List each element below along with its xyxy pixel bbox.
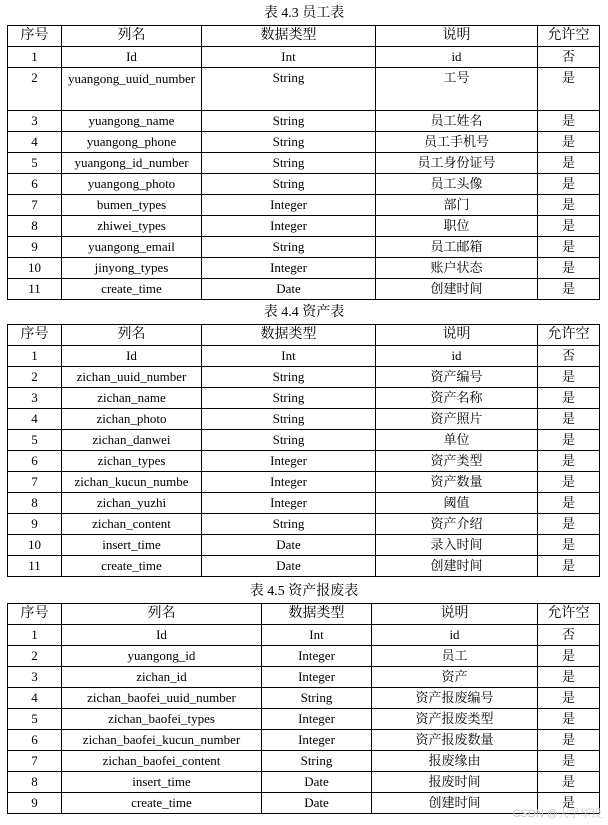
table-cell: 员工身份证号 <box>376 153 538 174</box>
header-cell: 列名 <box>62 325 202 346</box>
table-cell: Integer <box>202 258 376 279</box>
table-cell: 是 <box>538 367 600 388</box>
table-cell: zichan_baofei_kucun_number <box>62 730 262 751</box>
table-cell: Date <box>202 535 376 556</box>
table-row <box>8 751 600 772</box>
table-cell: Integer <box>202 493 376 514</box>
table-cell: 报废时间 <box>372 772 538 793</box>
table-cell: Integer <box>202 195 376 216</box>
table-row <box>8 132 600 153</box>
table-cell: 7 <box>8 472 62 493</box>
table-row <box>8 388 600 409</box>
table-cell: String <box>202 68 376 111</box>
table-cell: 5 <box>8 430 62 451</box>
table-cell: 资产类型 <box>376 451 538 472</box>
table-cell: yuangong_phone <box>62 132 202 153</box>
table-cell: 是 <box>538 688 600 709</box>
table-cell: Date <box>202 556 376 577</box>
table-cell: 3 <box>8 667 62 688</box>
table-cell: 员工 <box>372 646 538 667</box>
table-row <box>8 216 600 237</box>
table-cell: insert_time <box>62 535 202 556</box>
table-cell: 4 <box>8 688 62 709</box>
table-cell: 6 <box>8 730 62 751</box>
table-cell: Integer <box>262 646 372 667</box>
table-cell: zichan_yuzhi <box>62 493 202 514</box>
table-row <box>8 514 600 535</box>
table-cell: 5 <box>8 153 62 174</box>
table-row <box>8 625 600 646</box>
table-cell: create_time <box>62 279 202 300</box>
table-cell: String <box>202 237 376 258</box>
table-cell: 是 <box>538 237 600 258</box>
header-cell: 数据类型 <box>202 325 376 346</box>
table-cell: 是 <box>538 279 600 300</box>
table-row <box>8 279 600 300</box>
table-row <box>8 47 600 68</box>
table-cell: zichan_types <box>62 451 202 472</box>
table-cell: 工号 <box>376 68 538 111</box>
header-cell: 数据类型 <box>262 604 372 625</box>
table-caption-asset: 表 4.4 资产表 <box>263 305 345 320</box>
table-cell: zichan_danwei <box>62 430 202 451</box>
table-cell: zichan_content <box>62 514 202 535</box>
table-cell: Integer <box>262 709 372 730</box>
table-cell: 是 <box>538 111 600 132</box>
table-row <box>8 237 600 258</box>
header-cell: 说明 <box>376 325 538 346</box>
table-cell: Integer <box>202 451 376 472</box>
table-row <box>8 730 600 751</box>
table-row <box>8 153 600 174</box>
table-cell: 8 <box>8 772 62 793</box>
table-cell: zichan_uuid_number <box>62 367 202 388</box>
table-cell: zichan_id <box>62 667 262 688</box>
table-cell: 是 <box>538 709 600 730</box>
table-cell: 是 <box>538 174 600 195</box>
table-cell: 是 <box>538 793 600 814</box>
table-cell: 9 <box>8 514 62 535</box>
table-cell: 否 <box>538 346 600 367</box>
watermark: CSDN @大学毕设 <box>512 808 602 820</box>
table-cell: 创建时间 <box>372 793 538 814</box>
header-cell: 允许空 <box>538 325 600 346</box>
table-cell: 是 <box>538 388 600 409</box>
table-header-row <box>8 26 600 47</box>
table-cell: zichan_baofei_types <box>62 709 262 730</box>
table-row <box>8 667 600 688</box>
header-cell: 序号 <box>8 325 62 346</box>
employee-table <box>7 25 600 300</box>
table-cell: 8 <box>8 493 62 514</box>
table-cell: 1 <box>8 47 62 68</box>
table-cell: 否 <box>538 47 600 68</box>
table-header-row <box>8 325 600 346</box>
table-cell: 2 <box>8 646 62 667</box>
table-cell: 是 <box>538 153 600 174</box>
table-row <box>8 451 600 472</box>
table-cell: insert_time <box>62 772 262 793</box>
table-row <box>8 409 600 430</box>
table-cell: String <box>262 688 372 709</box>
table-cell: zichan_kucun_numbe <box>62 472 202 493</box>
table-cell: Int <box>262 625 372 646</box>
table-cell: yuangong_email <box>62 237 202 258</box>
table-cell: String <box>202 153 376 174</box>
table-cell: 是 <box>538 772 600 793</box>
table-cell: 资产名称 <box>376 388 538 409</box>
table-cell: 资产照片 <box>376 409 538 430</box>
table-cell: 2 <box>8 68 62 111</box>
table-cell: 否 <box>538 625 600 646</box>
header-cell: 允许空 <box>538 604 600 625</box>
table-cell: yuangong_id <box>62 646 262 667</box>
table-row <box>8 472 600 493</box>
table-cell: yuangong_id_number <box>62 153 202 174</box>
table-cell: 1 <box>8 625 62 646</box>
table-cell: 是 <box>538 667 600 688</box>
table-cell: zichan_name <box>62 388 202 409</box>
table-cell: Date <box>262 793 372 814</box>
table-cell: 部门 <box>376 195 538 216</box>
table-cell: Date <box>262 772 372 793</box>
table-cell: 是 <box>538 430 600 451</box>
table-cell: 员工邮箱 <box>376 237 538 258</box>
table-cell: zichan_baofei_uuid_number <box>62 688 262 709</box>
table-row <box>8 556 600 577</box>
table-cell: zhiwei_types <box>62 216 202 237</box>
table-cell: Date <box>202 279 376 300</box>
table-cell: 录入时间 <box>376 535 538 556</box>
table-caption-asset-scrap: 表 4.5 资产报废表 <box>249 584 359 599</box>
table-row <box>8 535 600 556</box>
table-cell: 资产 <box>372 667 538 688</box>
asset-table <box>7 324 600 577</box>
table-cell: yuangong_photo <box>62 174 202 195</box>
table-cell: 单位 <box>376 430 538 451</box>
table-cell: String <box>202 430 376 451</box>
table-cell: 是 <box>538 451 600 472</box>
table-cell: Integer <box>202 472 376 493</box>
table-cell: id <box>376 47 538 68</box>
table-cell: 是 <box>538 730 600 751</box>
table-row <box>8 430 600 451</box>
table-row <box>8 646 600 667</box>
table-row <box>8 367 600 388</box>
table-cell: 是 <box>538 493 600 514</box>
table-cell: 资产介绍 <box>376 514 538 535</box>
table-cell: 10 <box>8 535 62 556</box>
table-cell: id <box>376 346 538 367</box>
table-cell: String <box>262 751 372 772</box>
table-cell: 是 <box>538 409 600 430</box>
table-cell: 7 <box>8 751 62 772</box>
table-cell: 3 <box>8 111 62 132</box>
table-cell: id <box>372 625 538 646</box>
table-caption-employee: 表 4.3 员工表 <box>263 6 345 21</box>
table-cell: String <box>202 132 376 153</box>
table-cell: 9 <box>8 237 62 258</box>
table-cell: 7 <box>8 195 62 216</box>
table-cell: 员工手机号 <box>376 132 538 153</box>
table-cell: Int <box>202 47 376 68</box>
table-cell: create_time <box>62 793 262 814</box>
table-row <box>8 68 600 111</box>
header-cell: 列名 <box>62 604 262 625</box>
table-cell: 是 <box>538 472 600 493</box>
asset-scrap-table <box>7 603 600 814</box>
table-cell: 资产报废编号 <box>372 688 538 709</box>
table-cell: zichan_photo <box>62 409 202 430</box>
table-row <box>8 346 600 367</box>
table-cell: String <box>202 367 376 388</box>
table-cell: bumen_types <box>62 195 202 216</box>
table-cell: 是 <box>538 556 600 577</box>
table-cell: 报废缘由 <box>372 751 538 772</box>
table-cell: create_time <box>62 556 202 577</box>
table-row <box>8 258 600 279</box>
table-row <box>8 195 600 216</box>
table-cell: Id <box>62 625 262 646</box>
table-row <box>8 688 600 709</box>
table-cell: 资产编号 <box>376 367 538 388</box>
table-cell: 资产报废类型 <box>372 709 538 730</box>
table-cell: 是 <box>538 751 600 772</box>
table-cell: 4 <box>8 409 62 430</box>
table-cell: 是 <box>538 258 600 279</box>
table-row <box>8 493 600 514</box>
table-cell: String <box>202 409 376 430</box>
table-cell: 2 <box>8 367 62 388</box>
table-cell: 账户状态 <box>376 258 538 279</box>
header-cell: 说明 <box>376 26 538 47</box>
table-row <box>8 709 600 730</box>
table-cell: 是 <box>538 132 600 153</box>
table-cell: 创建时间 <box>376 279 538 300</box>
header-cell: 序号 <box>8 26 62 47</box>
table-cell: 8 <box>8 216 62 237</box>
table-cell: 职位 <box>376 216 538 237</box>
header-cell: 数据类型 <box>202 26 376 47</box>
table-cell: 1 <box>8 346 62 367</box>
table-cell: String <box>202 388 376 409</box>
table-cell: 4 <box>8 132 62 153</box>
table-cell: 6 <box>8 174 62 195</box>
table-cell: zichan_baofei_content <box>62 751 262 772</box>
table-row <box>8 793 600 814</box>
header-cell: 说明 <box>372 604 538 625</box>
table-cell: 10 <box>8 258 62 279</box>
table-cell: String <box>202 514 376 535</box>
table-cell: 阈值 <box>376 493 538 514</box>
table-cell: String <box>202 174 376 195</box>
table-header-row <box>8 604 600 625</box>
table-row <box>8 111 600 132</box>
table-cell: Id <box>62 47 202 68</box>
header-cell: 允许空 <box>538 26 600 47</box>
table-cell: 是 <box>538 68 600 111</box>
table-cell: 11 <box>8 556 62 577</box>
table-cell: 员工姓名 <box>376 111 538 132</box>
table-cell: 是 <box>538 535 600 556</box>
table-cell: 11 <box>8 279 62 300</box>
table-cell: 是 <box>538 195 600 216</box>
table-cell: 是 <box>538 514 600 535</box>
table-cell: 9 <box>8 793 62 814</box>
table-cell: 是 <box>538 216 600 237</box>
table-cell: String <box>202 111 376 132</box>
table-cell: jinyong_types <box>62 258 202 279</box>
table-cell: Integer <box>262 667 372 688</box>
table-cell: yuangong_name <box>62 111 202 132</box>
header-cell: 列名 <box>62 26 202 47</box>
table-cell: 员工头像 <box>376 174 538 195</box>
table-cell: Id <box>62 346 202 367</box>
table-cell: 资产数量 <box>376 472 538 493</box>
table-cell: Integer <box>262 730 372 751</box>
table-cell: Int <box>202 346 376 367</box>
table-row <box>8 174 600 195</box>
table-cell: 6 <box>8 451 62 472</box>
table-cell: 创建时间 <box>376 556 538 577</box>
table-cell: yuangong_uuid_number <box>62 68 202 111</box>
table-cell: 3 <box>8 388 62 409</box>
table-cell: 资产报废数量 <box>372 730 538 751</box>
table-cell: 5 <box>8 709 62 730</box>
table-row <box>8 772 600 793</box>
header-cell: 序号 <box>8 604 62 625</box>
table-cell: Integer <box>202 216 376 237</box>
table-cell: 是 <box>538 646 600 667</box>
